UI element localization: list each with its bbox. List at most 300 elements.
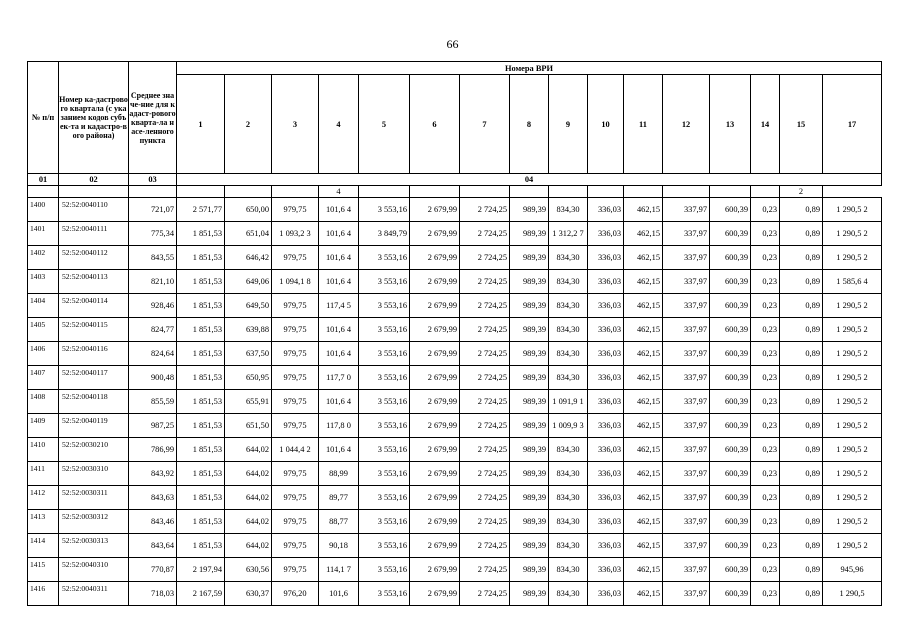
cadastral-number: 52:52:0030310 [59,462,129,486]
vri-value-10: 336,03 [588,222,624,246]
vri-value-5: 3 553,16 [359,582,410,606]
average-value: 900,48 [129,366,177,390]
vri-value-17: 1 290,5 2 [823,366,882,390]
average-value: 843,55 [129,246,177,270]
cadastral-number: 52:52:0040311 [59,582,129,606]
row-number: 1412 [28,486,59,510]
vri-value-15: 0,89 [780,414,823,438]
vri-value-8: 989,39 [510,198,549,222]
vri-value-11: 462,15 [624,366,663,390]
header-vri-13: 13 [710,75,751,174]
vri-value-6: 2 679,99 [410,510,460,534]
vri-value-2: 649,50 [225,294,272,318]
vri-value-12: 337,97 [663,510,710,534]
vri-value-10: 336,03 [588,270,624,294]
vri-value-17: 1 290,5 2 [823,342,882,366]
vri-value-13: 600,39 [710,486,751,510]
vri-value-7: 2 724,25 [460,558,510,582]
vri-value-2: 637,50 [225,342,272,366]
vri-value-13: 600,39 [710,342,751,366]
vri-value-4: 101,6 4 [319,390,359,414]
vri-value-1: 2 197,94 [177,558,225,582]
vri-value-13: 600,39 [710,558,751,582]
vri-value-13: 600,39 [710,198,751,222]
header-vri-14: 14 [751,75,780,174]
vri-value-2: 630,56 [225,558,272,582]
vri-value-4: 88,99 [319,462,359,486]
vri-value-13: 600,39 [710,318,751,342]
vri-value-4: 101,6 4 [319,222,359,246]
vri-value-1: 1 851,53 [177,390,225,414]
vri-value-17: 1 290,5 2 [823,198,882,222]
vri-value-11: 462,15 [624,318,663,342]
vri-value-1: 2 167,59 [177,582,225,606]
cadastral-number: 52:52:0040117 [59,366,129,390]
cadastral-number: 52:52:0040112 [59,246,129,270]
table-row [28,366,882,390]
cadastral-number: 52:52:0040116 [59,342,129,366]
vri-value-15: 0,89 [780,558,823,582]
vri-value-9: 1 009,9 3 [549,414,588,438]
vri-value-13: 600,39 [710,438,751,462]
vri-value-3: 979,75 [272,462,319,486]
vri-value-3: 979,75 [272,342,319,366]
vri-value-6: 2 679,99 [410,414,460,438]
vri-value-1: 1 851,53 [177,270,225,294]
vri-value-1: 1 851,53 [177,510,225,534]
vri-value-5: 3 849,79 [359,222,410,246]
vri-value-9: 834,30 [549,294,588,318]
vri-value-8: 989,39 [510,582,549,606]
vri-value-14: 0,23 [751,294,780,318]
vri-value-4: 117,4 5 [319,294,359,318]
vri-value-6: 2 679,99 [410,558,460,582]
vri-value-4: 90,18 [319,534,359,558]
vri-value-14: 0,23 [751,558,780,582]
vri-value-10: 336,03 [588,558,624,582]
vri-value-15: 0,89 [780,342,823,366]
vri-value-9: 834,30 [549,342,588,366]
vri-value-5: 3 553,16 [359,486,410,510]
vri-value-7: 2 724,25 [460,222,510,246]
vri-value-8: 989,39 [510,342,549,366]
header-cadastral: Номер ка-дастрового квартала (с указанием кодов субъек-та и кадастро-вого района) [59,62,129,174]
vri-value-17: 1 290,5 2 [823,414,882,438]
vri-value-2: 649,06 [225,270,272,294]
code-01: 01 [28,174,59,186]
vri-value-17: 1 290,5 2 [823,246,882,270]
vri-value-1: 1 851,53 [177,246,225,270]
vri-value-7: 2 724,25 [460,486,510,510]
vri-value-8: 989,39 [510,462,549,486]
vri-value-15: 0,89 [780,198,823,222]
vri-value-5: 3 553,16 [359,414,410,438]
vri-value-10: 336,03 [588,438,624,462]
vri-value-13: 600,39 [710,366,751,390]
vri-value-11: 462,15 [624,222,663,246]
cadastral-number: 52:52:0040111 [59,222,129,246]
cadastral-number: 52:52:0030311 [59,486,129,510]
vri-value-2: 639,88 [225,318,272,342]
vri-value-12: 337,97 [663,390,710,414]
vri-value-9: 834,30 [549,366,588,390]
table-row [28,558,882,582]
table-row [28,390,882,414]
vri-value-14: 0,23 [751,486,780,510]
vri-value-14: 0,23 [751,342,780,366]
vri-value-10: 336,03 [588,318,624,342]
vri-value-2: 644,02 [225,534,272,558]
row-number: 1415 [28,558,59,582]
vri-value-9: 834,30 [549,582,588,606]
vri-value-3: 979,75 [272,390,319,414]
header-vri-9: 9 [549,75,588,174]
vri-value-1: 1 851,53 [177,294,225,318]
vri-value-13: 600,39 [710,534,751,558]
vri-value-5: 3 553,16 [359,270,410,294]
vri-value-6: 2 679,99 [410,534,460,558]
average-value: 821,10 [129,270,177,294]
average-value: 843,63 [129,486,177,510]
row-number: 1404 [28,294,59,318]
vri-value-7: 2 724,25 [460,318,510,342]
vri-value-6: 2 679,99 [410,486,460,510]
vri-value-12: 337,97 [663,342,710,366]
vri-value-11: 462,15 [624,294,663,318]
vri-value-8: 989,39 [510,414,549,438]
table-row [28,198,882,222]
table-row [28,342,882,366]
vri-value-6: 2 679,99 [410,270,460,294]
vri-value-17: 1 290,5 2 [823,486,882,510]
vri-value-9: 834,30 [549,534,588,558]
vri-value-8: 989,39 [510,534,549,558]
vri-value-17: 1 290,5 2 [823,510,882,534]
cadastral-number: 52:52:0040118 [59,390,129,414]
vri-value-13: 600,39 [710,246,751,270]
vri-value-3: 979,75 [272,366,319,390]
average-value: 824,77 [129,318,177,342]
vri-value-15: 0,89 [780,222,823,246]
vri-value-12: 337,97 [663,462,710,486]
vri-value-10: 336,03 [588,534,624,558]
vri-value-13: 600,39 [710,270,751,294]
vri-value-15: 0,89 [780,534,823,558]
average-value: 824,64 [129,342,177,366]
vri-value-8: 989,39 [510,390,549,414]
vri-value-9: 834,30 [549,438,588,462]
vri-value-9: 834,30 [549,198,588,222]
vri-value-12: 337,97 [663,222,710,246]
vri-value-13: 600,39 [710,414,751,438]
vri-value-2: 655,91 [225,390,272,414]
average-value: 843,64 [129,534,177,558]
vri-value-10: 336,03 [588,366,624,390]
vri-value-7: 2 724,25 [460,582,510,606]
vri-value-5: 3 553,16 [359,534,410,558]
vri-value-5: 3 553,16 [359,342,410,366]
vri-value-3: 1 044,4 2 [272,438,319,462]
header-vri-15: 15 [780,75,823,174]
vri-value-5: 3 553,16 [359,318,410,342]
vri-value-11: 462,15 [624,390,663,414]
vri-value-2: 646,42 [225,246,272,270]
average-value: 775,34 [129,222,177,246]
vri-value-4: 101,6 4 [319,438,359,462]
vri-value-11: 462,15 [624,486,663,510]
table-row [28,318,882,342]
row-number: 1409 [28,414,59,438]
vri-value-13: 600,39 [710,582,751,606]
vri-value-5: 3 553,16 [359,558,410,582]
vri-value-7: 2 724,25 [460,246,510,270]
vri-value-3: 979,75 [272,510,319,534]
table-row [28,414,882,438]
row-number: 1414 [28,534,59,558]
table-row [28,510,882,534]
vri-value-7: 2 724,25 [460,270,510,294]
vri-value-6: 2 679,99 [410,198,460,222]
vri-value-15: 0,89 [780,582,823,606]
vri-value-17: 1 290,5 [823,582,882,606]
vri-value-12: 337,97 [663,438,710,462]
vri-value-7: 2 724,25 [460,534,510,558]
vri-value-9: 834,30 [549,318,588,342]
average-value: 770,87 [129,558,177,582]
vri-value-10: 336,03 [588,294,624,318]
vri-value-14: 0,23 [751,318,780,342]
vri-value-12: 337,97 [663,366,710,390]
vri-value-7: 2 724,25 [460,342,510,366]
header-vri-3: 3 [272,75,319,174]
vri-value-10: 336,03 [588,342,624,366]
vri-value-7: 2 724,25 [460,510,510,534]
vri-value-1: 1 851,53 [177,342,225,366]
vri-value-4: 101,6 [319,582,359,606]
vri-value-4: 101,6 4 [319,246,359,270]
vri-value-2: 644,02 [225,462,272,486]
vri-value-4: 114,1 7 [319,558,359,582]
vri-value-6: 2 679,99 [410,318,460,342]
vri-value-9: 834,30 [549,462,588,486]
vri-value-8: 989,39 [510,438,549,462]
vri-value-6: 2 679,99 [410,342,460,366]
header-vri-10: 10 [588,75,624,174]
vri-value-13: 600,39 [710,510,751,534]
table-row [28,246,882,270]
vri-value-8: 989,39 [510,558,549,582]
vri-value-10: 336,03 [588,390,624,414]
table-row [28,582,882,606]
vri-value-3: 1 093,2 3 [272,222,319,246]
vri-value-1: 1 851,53 [177,534,225,558]
vri-value-5: 3 553,16 [359,366,410,390]
vri-value-11: 462,15 [624,198,663,222]
vri-value-9: 834,30 [549,486,588,510]
vri-value-2: 650,00 [225,198,272,222]
header-average: Среднее значе-ние для кадаст-рового кварта-ла насе-ленного пункта [129,62,177,174]
vri-value-10: 336,03 [588,486,624,510]
blank-c17: 2 [780,186,823,198]
vri-value-17: 1 290,5 2 [823,390,882,414]
header-vri-6: 6 [410,75,460,174]
vri-value-3: 979,75 [272,198,319,222]
vri-value-13: 600,39 [710,390,751,414]
vri-value-2: 630,37 [225,582,272,606]
vri-value-10: 336,03 [588,462,624,486]
vri-value-2: 644,02 [225,510,272,534]
average-value: 928,46 [129,294,177,318]
vri-value-2: 644,02 [225,438,272,462]
vri-value-6: 2 679,99 [410,582,460,606]
vri-value-15: 0,89 [780,486,823,510]
vri-value-14: 0,23 [751,510,780,534]
vri-value-3: 979,75 [272,534,319,558]
vri-value-6: 2 679,99 [410,246,460,270]
vri-value-4: 89,77 [319,486,359,510]
vri-value-15: 0,89 [780,246,823,270]
vri-value-17: 1 290,5 2 [823,318,882,342]
vri-value-1: 1 851,53 [177,222,225,246]
vri-value-3: 979,75 [272,318,319,342]
vri-value-1: 1 851,53 [177,438,225,462]
vri-value-17: 1 290,5 2 [823,222,882,246]
vri-value-4: 101,6 4 [319,318,359,342]
vri-value-14: 0,23 [751,534,780,558]
table-row [28,438,882,462]
vri-value-12: 337,97 [663,294,710,318]
vri-value-7: 2 724,25 [460,366,510,390]
vri-value-5: 3 553,16 [359,246,410,270]
vri-value-3: 979,75 [272,246,319,270]
code-03: 03 [129,174,177,186]
vri-value-13: 600,39 [710,462,751,486]
cadastral-number: 52:52:0030210 [59,438,129,462]
vri-value-9: 834,30 [549,270,588,294]
vri-value-11: 462,15 [624,342,663,366]
vri-value-8: 989,39 [510,486,549,510]
vri-value-14: 0,23 [751,438,780,462]
blank-c4: 4 [319,186,359,198]
header-vri-5: 5 [359,75,410,174]
table-row [28,486,882,510]
vri-value-15: 0,89 [780,438,823,462]
code-04: 04 [177,174,882,186]
header-vri-group: Номера ВРИ [177,62,882,75]
header-vri-7: 7 [460,75,510,174]
average-value: 786,99 [129,438,177,462]
cadastral-number: 52:52:0040115 [59,318,129,342]
vri-value-10: 336,03 [588,246,624,270]
average-value: 721,07 [129,198,177,222]
vri-value-12: 337,97 [663,198,710,222]
vri-value-15: 0,89 [780,366,823,390]
cadastral-number: 52:52:0030312 [59,510,129,534]
row-number: 1416 [28,582,59,606]
vri-value-1: 1 851,53 [177,366,225,390]
vri-value-13: 600,39 [710,222,751,246]
vri-value-4: 101,6 4 [319,270,359,294]
vri-value-14: 0,23 [751,222,780,246]
vri-value-11: 462,15 [624,270,663,294]
vri-value-17: 945,96 [823,558,882,582]
cadastral-number: 52:52:0040110 [59,198,129,222]
row-number: 1402 [28,246,59,270]
vri-value-8: 989,39 [510,318,549,342]
vri-value-7: 2 724,25 [460,294,510,318]
vri-value-7: 2 724,25 [460,198,510,222]
vri-value-10: 336,03 [588,582,624,606]
vri-value-12: 337,97 [663,534,710,558]
vri-value-8: 989,39 [510,270,549,294]
vri-value-1: 1 851,53 [177,318,225,342]
vri-value-11: 462,15 [624,438,663,462]
vri-value-11: 462,15 [624,582,663,606]
vri-value-11: 462,15 [624,246,663,270]
vri-value-11: 462,15 [624,534,663,558]
vri-value-3: 979,75 [272,486,319,510]
average-value: 987,25 [129,414,177,438]
average-value: 855,59 [129,390,177,414]
vri-value-17: 1 290,5 2 [823,534,882,558]
cadastral-number: 52:52:0040114 [59,294,129,318]
vri-value-6: 2 679,99 [410,294,460,318]
vri-value-3: 979,75 [272,414,319,438]
vri-value-15: 0,89 [780,318,823,342]
row-number: 1408 [28,390,59,414]
table-row [28,294,882,318]
vri-value-12: 337,97 [663,318,710,342]
vri-value-14: 0,23 [751,270,780,294]
vri-value-17: 1 290,5 2 [823,294,882,318]
vri-value-8: 989,39 [510,246,549,270]
vri-value-14: 0,23 [751,246,780,270]
vri-value-17: 1 290,5 2 [823,462,882,486]
vri-value-1: 1 851,53 [177,486,225,510]
row-number: 1410 [28,438,59,462]
vri-value-14: 0,23 [751,390,780,414]
row-number: 1401 [28,222,59,246]
cadastral-table [27,61,882,606]
vri-value-8: 989,39 [510,510,549,534]
vri-value-14: 0,23 [751,366,780,390]
vri-value-15: 0,89 [780,390,823,414]
table-row [28,270,882,294]
vri-value-4: 88,77 [319,510,359,534]
vri-value-4: 101,6 4 [319,198,359,222]
header-vri-8: 8 [510,75,549,174]
average-value: 843,92 [129,462,177,486]
vri-value-10: 336,03 [588,198,624,222]
vri-value-11: 462,15 [624,462,663,486]
vri-value-2: 650,95 [225,366,272,390]
vri-value-9: 834,30 [549,558,588,582]
vri-value-5: 3 553,16 [359,462,410,486]
vri-value-11: 462,15 [624,510,663,534]
code-02: 02 [59,174,129,186]
vri-value-9: 1 312,2 7 [549,222,588,246]
page-number: 66 [446,37,459,51]
row-number: 1413 [28,510,59,534]
vri-value-14: 0,23 [751,462,780,486]
row-number: 1411 [28,462,59,486]
header-vri-17: 17 [823,75,882,174]
vri-value-6: 2 679,99 [410,222,460,246]
header-vri-4: 4 [319,75,359,174]
vri-value-15: 0,89 [780,462,823,486]
vri-value-12: 337,97 [663,486,710,510]
cadastral-number: 52:52:0040119 [59,414,129,438]
